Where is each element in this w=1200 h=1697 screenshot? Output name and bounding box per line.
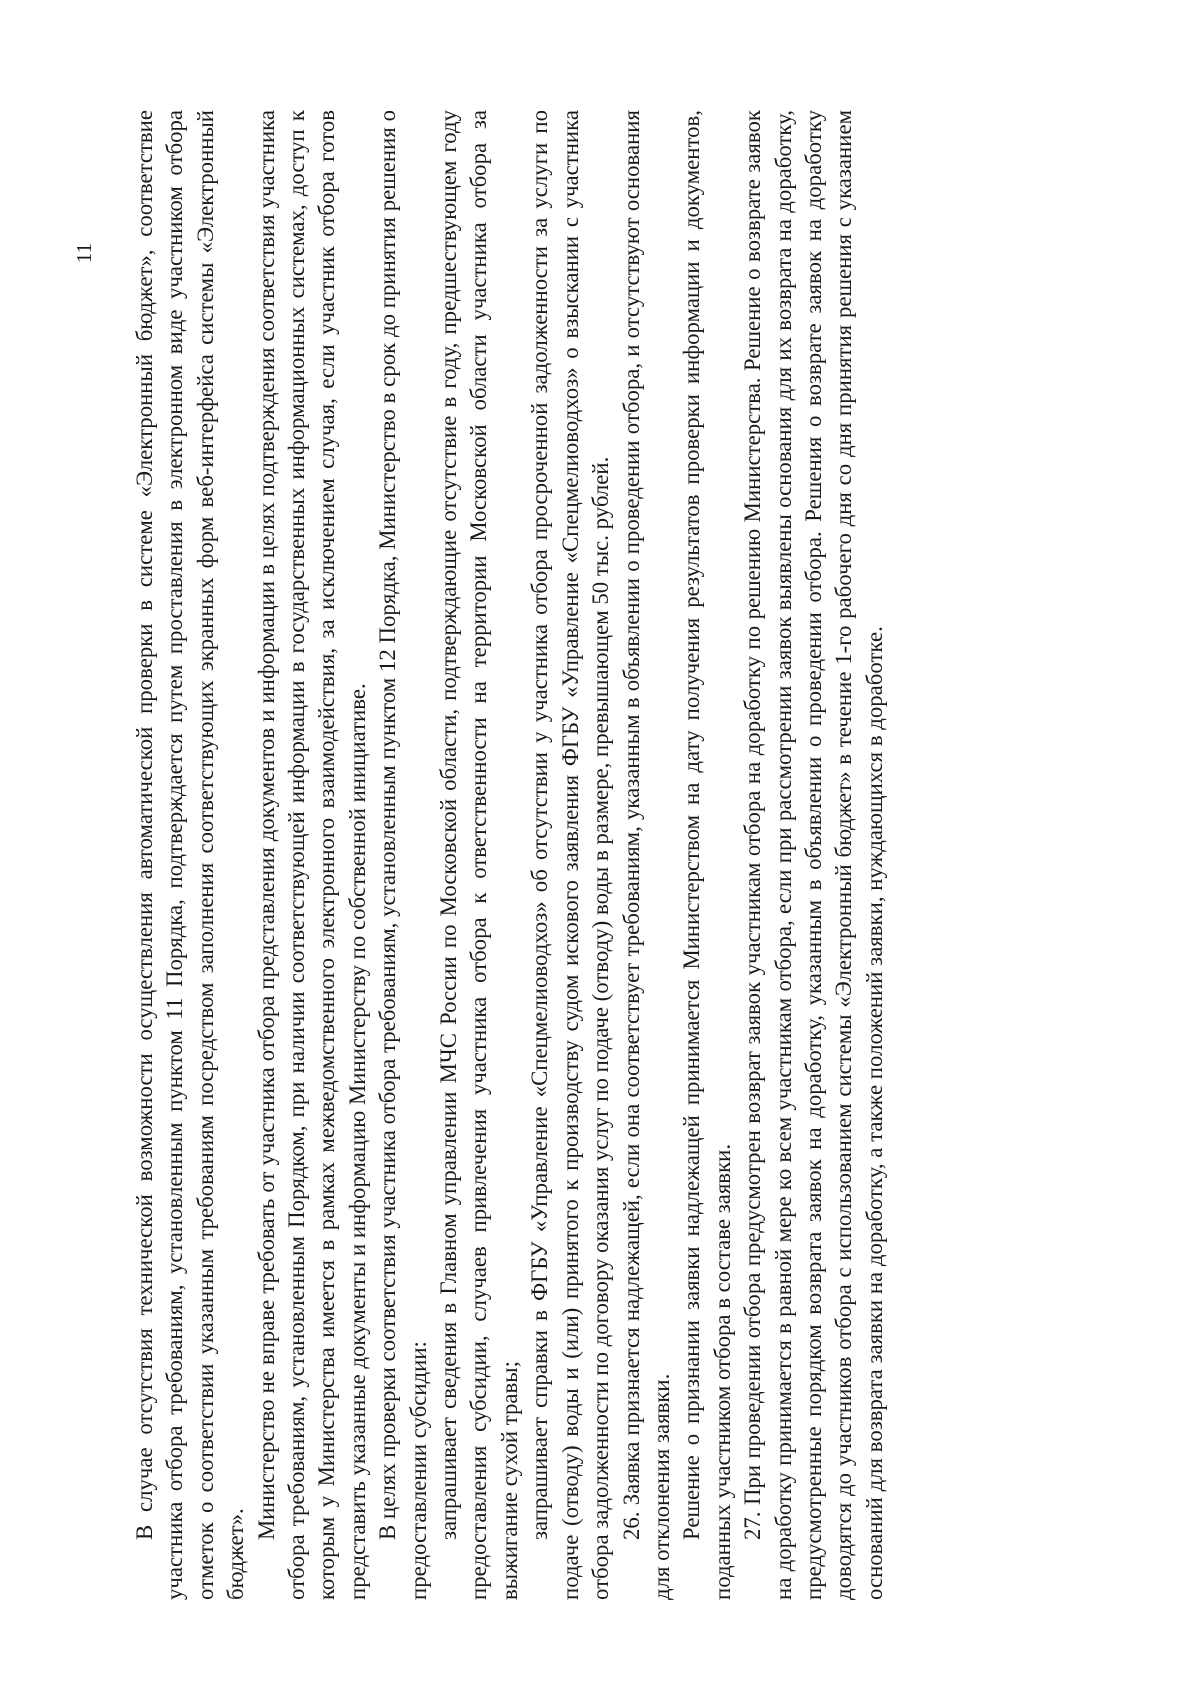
document-body [130, 110, 890, 1600]
rotated-text-frame [130, 110, 1050, 1600]
paragraph-item-26: 26. Заявка признается надлежащей, если она соответствует требованиям, указанным в объявлении о проведении отбора, и отсутствуют основания для отклонения заявки. [618, 110, 674, 1600]
paragraph-melioration-request: запрашивает справки в ФГБУ «Управление «Спецмелиоводхоз» об отсутствии у участника отбора просроченной задолженности за услуги по подаче (отводу) воды и (или) принятого к производству судом искового заявления ФГБУ «Управление «Спецмелиоводхоз» о взыскании с участника отбора задолженности по договору оказания услуг по подаче (отводу) воды в размере, превышающем 50 тыс. рублей. [527, 110, 614, 1600]
paragraph-item-27: 27. При проведении отбора предусмотрен возврат заявок участникам отбора на доработку по решению Министерства. Решение о возврате заявок на доработку принимается в равной мере ко всем участникам отбора, если при рассмотрении заявок выявлены основания для их возврата на доработку, предусмотренные порядком возврата заявок на доработку, указанным в объявлении о проведении отбора. Решения о возврате заявок на доработку доводятся до участников отбора с использованием системы «Электронный бюджет» в течение 1-го рабочего дня со дня принятия решения с указанием оснований для возврата заявки на доработку, а также положений заявки, нуждающихся в доработке. [740, 110, 887, 1600]
paragraph-mchs-request: запрашивает сведения в Главном управлении МЧС России по Московской области, подтверждающие отсутствие в году, предшествующем году предоставления субсидии, случаев привлечения участника отбора к ответственности на территории Московской области участника отбора за выжигание сухой травы; [436, 110, 522, 1600]
paragraph-verification-intro: В целях проверки соответствия участника отбора требованиям, установленным пунктом 12 Порядка, Министерство в срок до принятия решения о предоставлении субсидии: [375, 110, 431, 1600]
paragraph-ministry-documents: Министерство не вправе требовать от участника отбора представления документов и информации в целях подтверждения соответствия участника отбора требованиям, установленным Порядком, при наличии соответствующей информации в государственных информационных системах, доступ к которым у Министерства имеется в рамках межведомственного электронного взаимодействия, за исключением случая, если участник отбора готов представить указанные документы и информацию Министерству по собственной инициативе. [253, 110, 370, 1600]
paragraph-decision: Решение о признании заявки надлежащей принимается Министерством на дату получения результатов проверки информации и документов, поданных участником отбора в составе заявки. [679, 110, 735, 1600]
paragraph-electronic-check: В случае отсутствия технической возможности осуществления автоматической проверки в системе «Электронный бюджет», соответствие участника отбора требованиям, установленным пунктом 11 Порядка, подтверждается путем проставления в электронном виде участником отбора отметок о соответствии указанным требованиям посредством заполнения соответствующих экранных форм веб-интерфейса системы «Электронный бюджет». [132, 110, 249, 1600]
page-number: 11 [72, 242, 96, 264]
